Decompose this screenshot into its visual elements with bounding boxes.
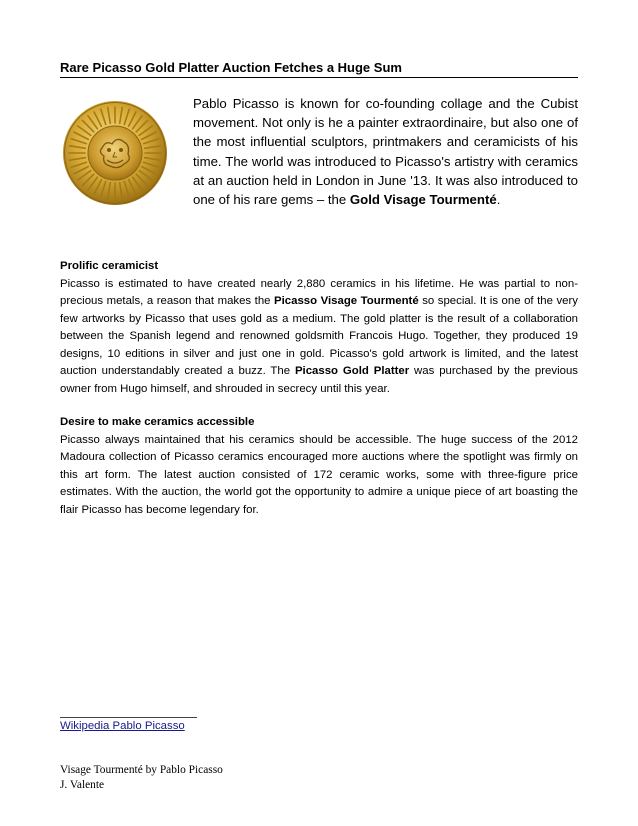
caption-author: J. Valente <box>60 779 105 791</box>
section-text <box>60 278 578 395</box>
gold-platter-image <box>62 100 168 206</box>
intro-paragraph <box>193 94 578 209</box>
intro-bold-gold-visage: Gold Visage Tourmenté <box>349 192 497 208</box>
bold-visage-tourmente: Picasso Visage Tourmenté <box>274 295 419 307</box>
bold-gold-platter: Picasso Gold Platter <box>294 365 410 377</box>
footnote-divider <box>60 717 197 718</box>
section-accessible-ceramics <box>60 414 578 519</box>
section-prolific-ceramicist <box>60 258 578 398</box>
text-part-1: Picasso is estimated to have created nearly 2,880 ceramics in his lifetime. He was partial to non-precious metals, a reason that makes the <box>60 277 578 307</box>
section-heading: Desire to make ceramics accessible <box>60 416 255 428</box>
intro-text: Pablo Picasso is known for co-founding collage and the Cubist movement. Not only is he a painter extraordinaire, but also one of the most influential sculptors, printmakers and ceramicists of his time. The world was introduced to Picasso's artistry with ceramics at an auction held in London in June '13. It was also introduced to one of his rare gems – the <box>193 96 578 208</box>
text-part-3: was purchased by the previous owner from Hugo himself, and shrouded in secrecy until this year. <box>60 365 578 395</box>
intro-end: . <box>496 192 501 208</box>
section-heading: Prolific ceramicist <box>60 260 159 272</box>
wikipedia-link[interactable]: Wikipedia Pablo Picasso <box>60 720 185 732</box>
section-text: Picasso always maintained that his ceramics should be accessible. The huge success of the 2012 Madoura collection of Picasso ceramics encouraged more auctions where the spotlight was firmly on this art form. The latest auction consisted of 172 ceramic works, some with three-figure price estimates. With the auction, the world got the opportunity to admire a unique piece of art boasting the flair Picasso has become legendary for. <box>60 433 578 516</box>
caption-title: Visage Tourmenté by Pablo Picasso <box>60 764 223 776</box>
gold-platter-graphic <box>62 100 168 206</box>
page-title: Rare Picasso Gold Platter Auction Fetches a Huge Sum <box>60 60 578 78</box>
text-part-2: so special. It is one of the very few artworks by Picasso that uses gold as a medium. The gold platter is the result of a collaboration between the Spanish legend and renowned goldsmith Francois Hugo. Together, they produced 19 designs, 10 editions in silver and just one in gold. Picasso's gold artwork is limited, and the latest auction understandably created a buzz. The <box>60 295 578 377</box>
image-caption <box>60 763 223 793</box>
